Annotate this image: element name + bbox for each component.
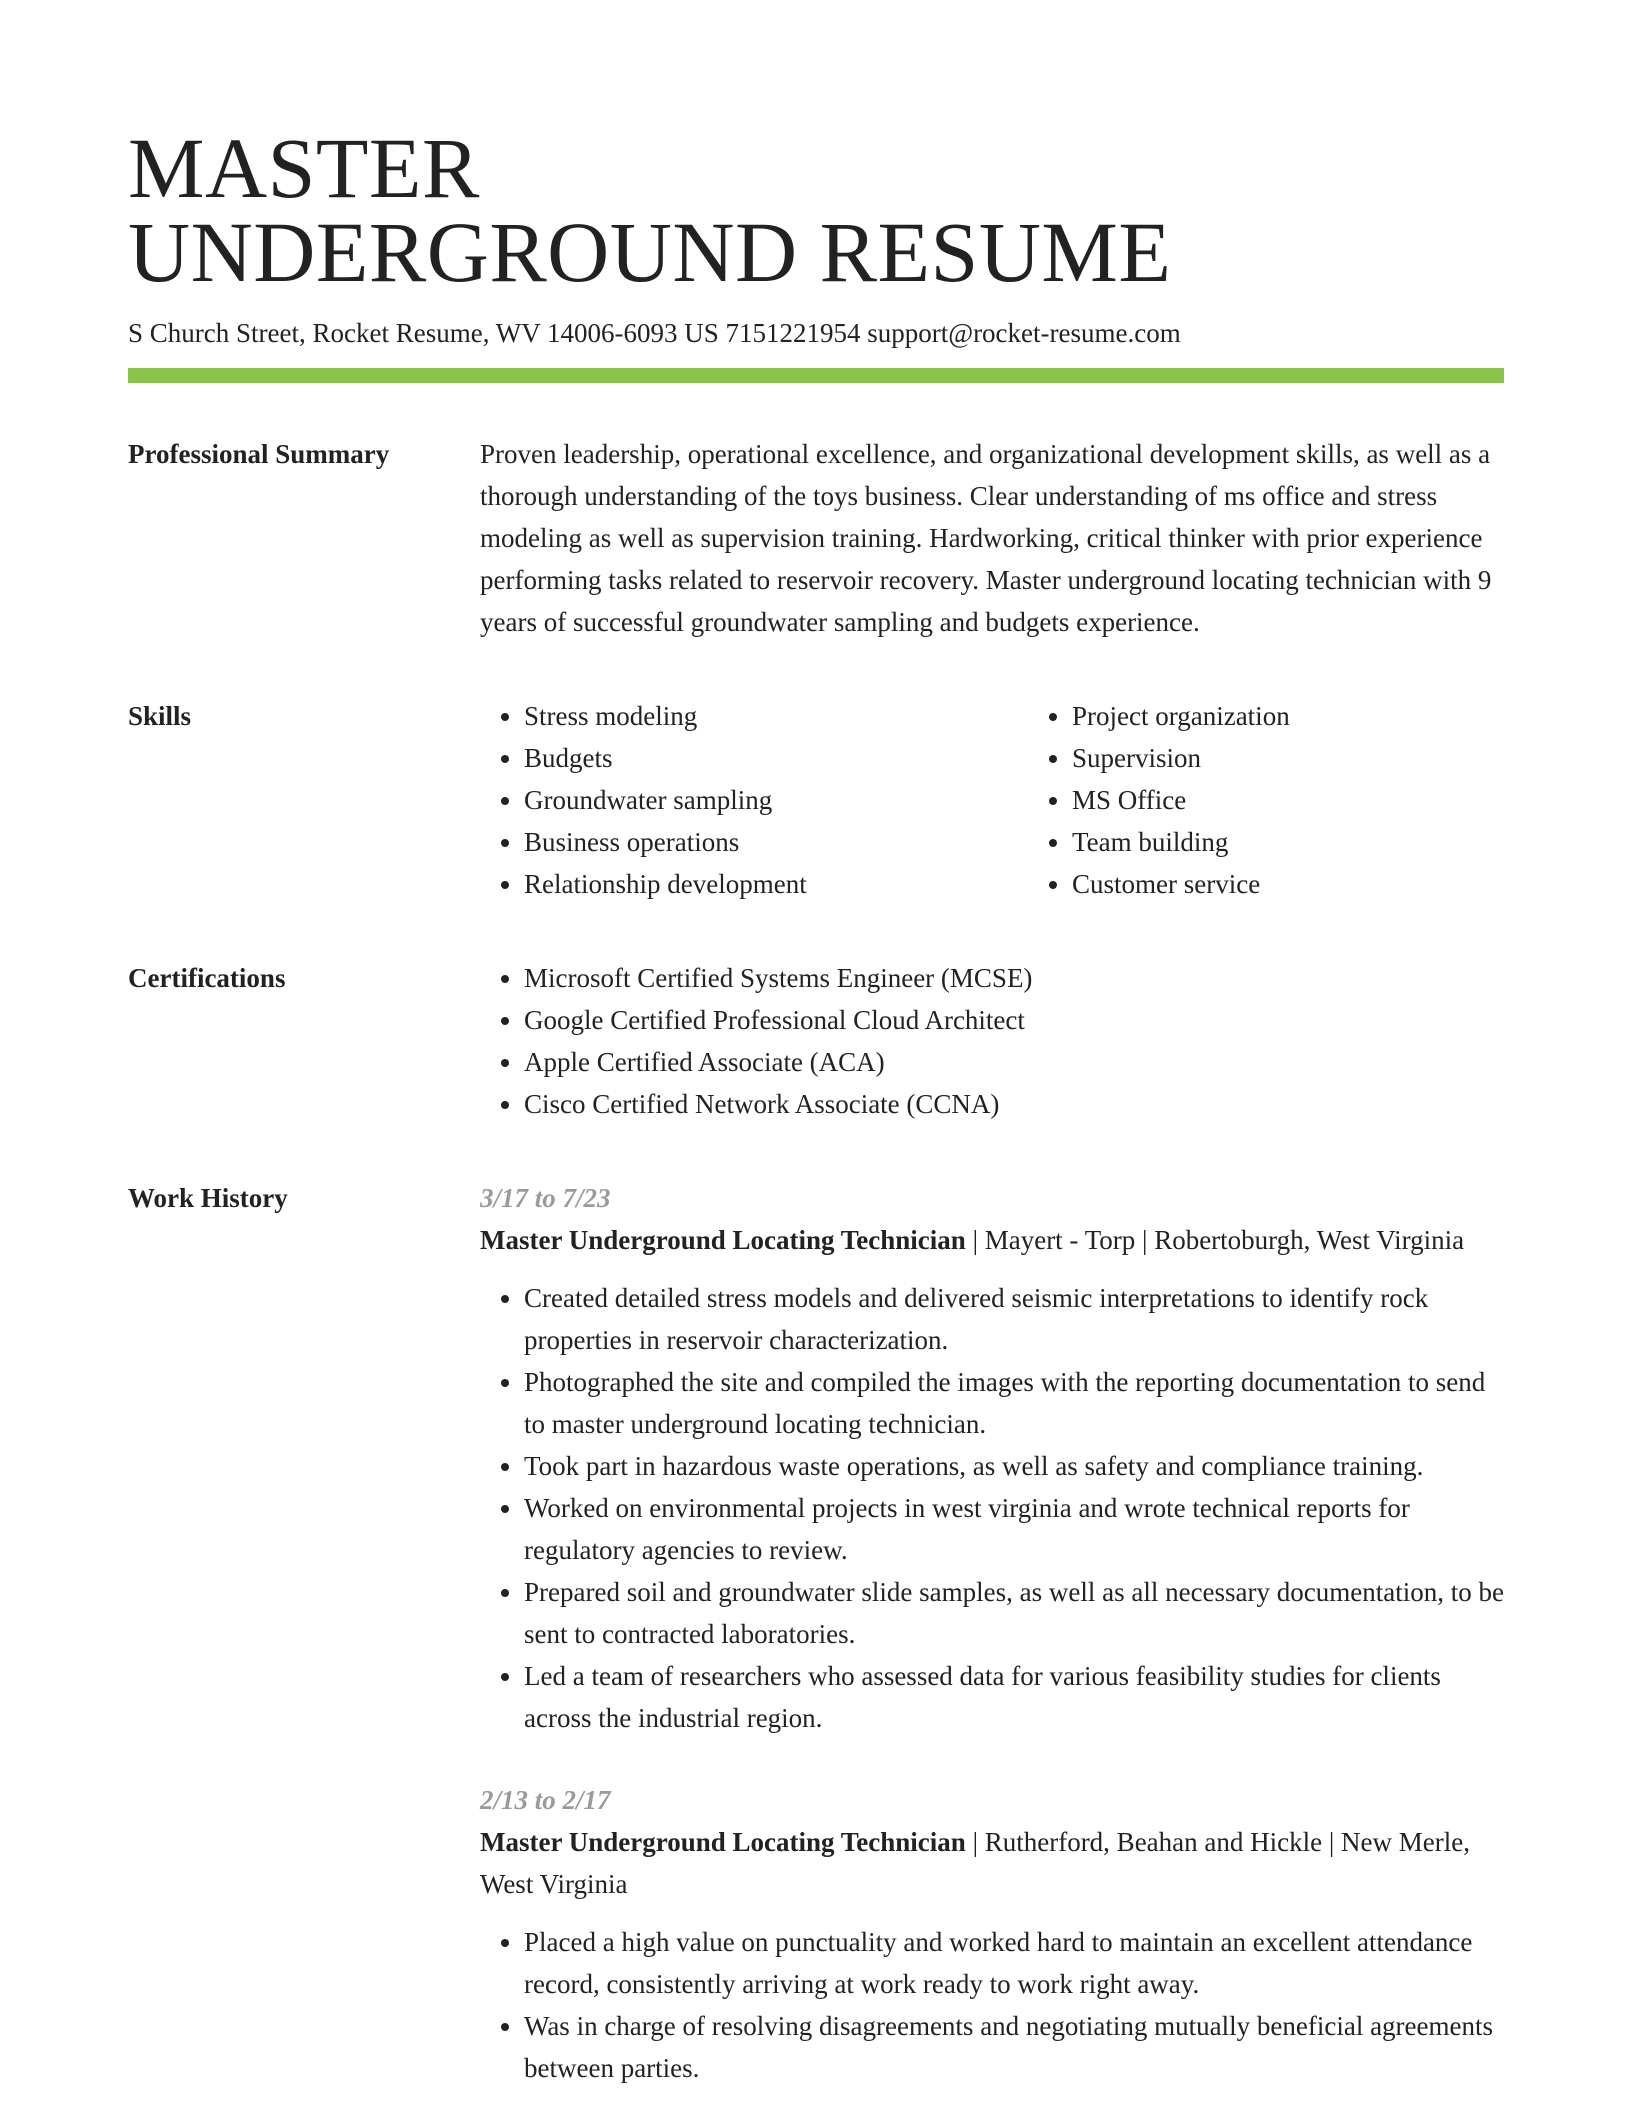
resume-name (128, 0, 1504, 300)
summary-text: Proven leadership, operational excellence, and organizational development skills, as well as a thorough understanding of the toys business. Clear understanding of ms office and stress modeling as well as supervision training. Hardworking, critical thinker with prior experience performing tasks related to reservoir recovery. Master underground locating technician with 9 years of successful groundwater sampling and budgets experience. (480, 439, 1492, 637)
summary-heading: Professional Summary (128, 439, 390, 469)
skill-item: • Budgets (524, 737, 1028, 779)
work-history-heading: Work History (128, 1183, 288, 1213)
certifications-section (128, 957, 1504, 1125)
job-entry (480, 1177, 1504, 1739)
accent-divider (128, 368, 1504, 383)
job-bullet: • Photographed the site and compiled the images with the reporting documentation to send to master underground locating technician. (524, 1361, 1504, 1445)
skills-section (128, 695, 1504, 905)
job-details: | Rutherford, Beahan and Hickle | New Merle, West Virginia (480, 1827, 1470, 1899)
job-bullets (480, 1277, 1504, 1739)
contact-line: S Church Street, Rocket Resume, WV 14006-6093 US 7151221954 support@rocket-resume.com (128, 318, 1181, 348)
skills-grid (480, 695, 1504, 905)
job-bullet: • Placed a high value on punctuality and worked hard to maintain an excellent attendance record, consistently arriving at work ready to work right away. (524, 1921, 1504, 2005)
certification-item: • Microsoft Certified Systems Engineer (MCSE) (524, 957, 1504, 999)
job-bullet: • Created detailed stress models and delivered seismic interpretations to identify rock properties in reservoir characterization. (524, 1277, 1504, 1361)
job-bullet: • Was in charge of resolving disagreements and negotiating mutually beneficial agreements between parties. (524, 2005, 1504, 2089)
skills-list-left (480, 695, 1028, 905)
summary-section (128, 433, 1504, 643)
job-dates: 2/13 to 2/17 (480, 1785, 611, 1815)
job-bullet: • Worked on environmental projects in west virginia and wrote technical reports for regulatory agencies to review. (524, 1487, 1504, 1571)
certifications-heading: Certifications (128, 963, 286, 993)
name-line-2: UNDERGROUND RESUME (128, 204, 1172, 300)
job-bullets (480, 1921, 1504, 2089)
certifications-list (480, 957, 1504, 1125)
skill-item: • Relationship development (524, 863, 1028, 905)
job-bullet: • Prepared soil and groundwater slide samples, as well as all necessary documentation, to be sent to contracted laboratories. (524, 1571, 1504, 1655)
skill-item: • Supervision (1072, 737, 1290, 779)
certification-item: • Cisco Certified Network Associate (CCNA) (524, 1083, 1504, 1125)
job-title: Master Underground Locating Technician (480, 1827, 966, 1857)
resume-page (128, 0, 1504, 2089)
job-details: | Mayert - Torp | Robertoburgh, West Virginia (965, 1225, 1465, 1255)
job-entry (480, 1779, 1504, 2089)
skill-item: • Project organization (1072, 695, 1290, 737)
skills-heading: Skills (128, 701, 192, 731)
job-bullet: • Took part in hazardous waste operations, as well as safety and compliance training. (524, 1445, 1504, 1487)
certification-item: • Apple Certified Associate (ACA) (524, 1041, 1504, 1083)
work-history-section (128, 1177, 1504, 2089)
skill-item: • Groundwater sampling (524, 779, 1028, 821)
job-title: Master Underground Locating Technician (480, 1225, 966, 1255)
job-bullet: • Led a team of researchers who assessed data for various feasibility studies for clients across the industrial region. (524, 1655, 1504, 1739)
skill-item: • Customer service (1072, 863, 1290, 905)
certification-item: • Google Certified Professional Cloud Architect (524, 999, 1504, 1041)
skill-item: • Stress modeling (524, 695, 1028, 737)
skill-item: • Business operations (524, 821, 1028, 863)
skill-item: • MS Office (1072, 779, 1290, 821)
name-line-1: MASTER (128, 120, 480, 216)
job-dates: 3/17 to 7/23 (480, 1183, 611, 1213)
job-heading (480, 1821, 1504, 1905)
job-heading (480, 1219, 1504, 1261)
skill-item: • Team building (1072, 821, 1290, 863)
skills-list-right (1028, 695, 1290, 905)
